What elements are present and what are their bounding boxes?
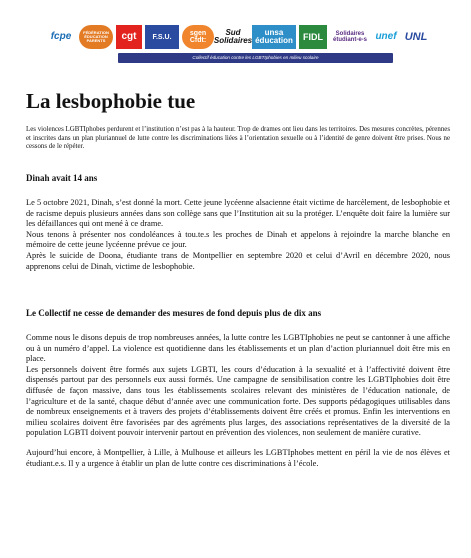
unef-logo: unef (373, 25, 399, 49)
section2-body (26, 333, 450, 469)
unl-logo: UNL (402, 25, 430, 49)
fcpe-logo: fcpe (46, 25, 76, 49)
fcpe-badge-logo: FÉDÉRATION ÉDUCATION PARENTS (79, 25, 113, 49)
section1-paragraph-1: Le 5 octobre 2021, Dinah, s’est donné la mort. Cette jeune lycéenne alsacienne était victime de harcèlement, de lesbophobie et de racisme depuis plusieurs années dans son collège sans que l’Institution ait su la protéger. L’enquête doit faire la lumière sur les défaillances qui ont mené à ce drame. (26, 198, 450, 229)
unsa-education-logo: unsa éducation (252, 25, 296, 49)
section1-heading: Dinah avait 14 ans (26, 173, 98, 183)
section1-paragraph-3: Après le suicide de Doona, étudiante trans de Montpellier en septembre 2020 et celui d’Avril en décembre 2020, nous apprenons celui de Dinah, victime de lesbophobie. (26, 250, 450, 271)
sud-solidaires-logo: Sud Solidaires (217, 25, 249, 49)
solidaires-etudiant-logo: Solidaires étudiant-e-s (330, 25, 370, 49)
fsu-logo: F.S.U. (145, 25, 179, 49)
sgen-cfdt-logo: sgen Cfdt: (182, 25, 214, 49)
collectif-banner-text: Collectif éducation contre les LGBTIphobies en milieu scolaire (192, 55, 319, 60)
section1-paragraph-2: Nous tenons à présenter nos condoléances à tou.te.s les proches de Dinah et appelons à rejoindre la marche blanche en mémoire de cette jeune lycéenne prévue ce jour. (26, 229, 450, 250)
partner-logos-row (46, 24, 466, 50)
section1-body (26, 198, 450, 272)
section2-paragraph-3: Aujourd’hui encore, à Montpellier, à Lille, à Mulhouse et ailleurs les LGBTIphobes mettent en péril la vie de nos élèves et étudiant.e.s. Il y a urgence à établir un plan de lutte contre ces discriminations à l’école. (26, 447, 450, 468)
collectif-banner (118, 53, 393, 63)
cgt-logo: cgt (116, 25, 142, 49)
fidl-logo: FIDL (299, 25, 327, 49)
section2-paragraph-2: Les personnels doivent être formés aux sujets LGBTI, les cours d’éducation à la sexualité et à l’affectivité doivent être dispensés partout par des personnels eux aussi formés. Une campagne de sensibilisation contre les LGBTIphobies doit être diffusée de façon massive, dans tous les établissements scolaires relevant des ministères de l’éducation nationale, de l’agriculture et de la santé, chaque début d’année avec une communication forte. Des supports pédagogiques utilisables dans de nombreux enseignements et à travers des projets d’établissements doivent être créés et promus. Enfin les interventions en milieu scolaires doivent être favorisées par des agréments plus larges, des associations représentatives de la diversité de la population LGBTI doivent pouvoir intervenir partout en prévention des violences, non seulement de manière curative. (26, 364, 450, 438)
section2-heading: Le Collectif ne cesse de demander des mesures de fond depuis plus de dix ans (26, 308, 322, 318)
section2-paragraph-1: Comme nous le disons depuis de trop nombreuses années, la lutte contre les LGBTIphobies ne peut se cantonner à une affiche ou à un numéro d’appel. La violence est quotidienne dans les établissements et un plan d’action pluriannuel doit être mis en place. (26, 333, 450, 364)
document-title: La lesbophobie tue (26, 89, 196, 113)
intro-paragraph: Les violences LGBTIphobes perdurent et l’institution n’est pas à la hauteur. Trop de drames ont lieu dans les territoires. Des mesures concrètes, pérennes et inscrites dans un plan pluriannuel de lutte contre les discriminations liées à l’orientation sexuelle ou à l’identité de genre doivent être prises. Nous ne cessons de le répéter. (26, 126, 450, 151)
